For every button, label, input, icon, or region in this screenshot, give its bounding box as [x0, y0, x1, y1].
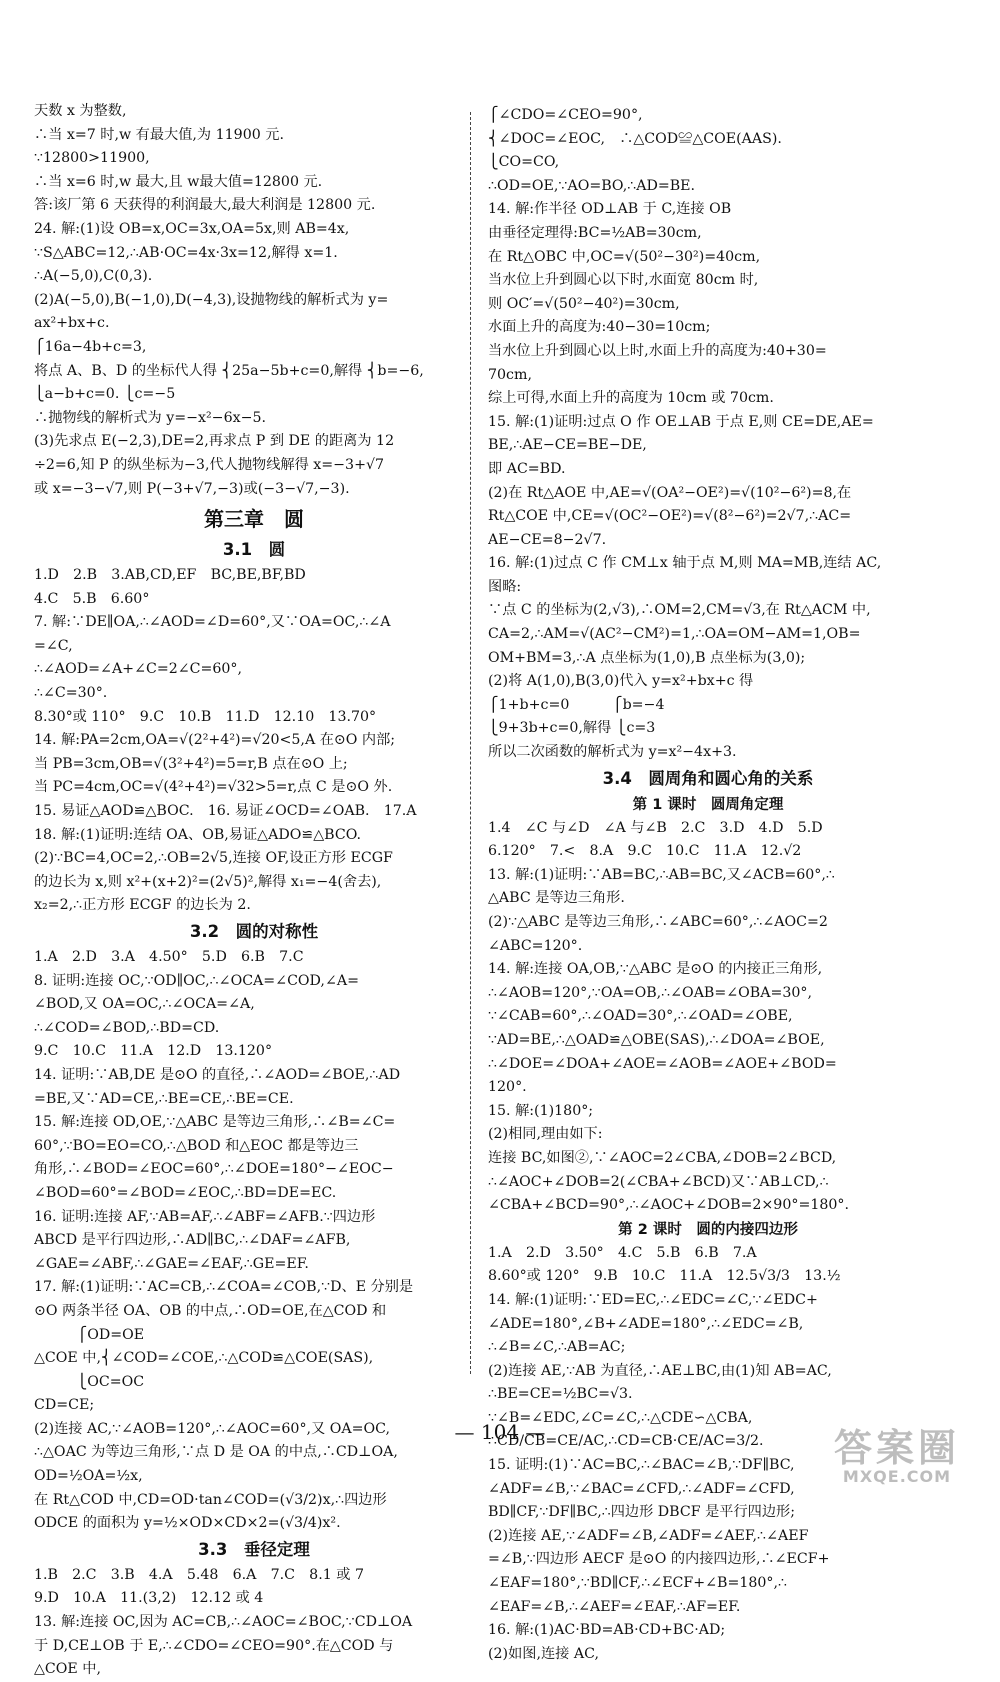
- answer-line: 当 PC=4cm,OC=√(4²+4²)=√32>5=r,点 C 是⊙O 外.: [34, 779, 393, 796]
- lesson-heading: 第 2 课时 圆的内接四边形: [618, 1221, 798, 1238]
- answer-line: 的边长为 x,则 x²+(x+2)²=(2√5)²,解得 x₁=−4(舍去),: [34, 873, 382, 890]
- answer-line: =BE,又∵AD=CE,∴BE=CE,∴BE=CE.: [34, 1090, 294, 1107]
- answer-line: 当水位上升到圆心以上时,水面上升的高度为:40+30=: [488, 342, 827, 359]
- answer-line: 即 AC=BD.: [488, 460, 566, 477]
- section-heading: 3.1 圆: [222, 540, 286, 560]
- answer-line: ⎧OD=OE: [34, 1326, 145, 1343]
- answer-line: ∴BE=CE=½BC=√3.: [488, 1386, 633, 1403]
- answer-line: 1.A 2.D 3.A 4.50° 5.D 6.B 7.C: [34, 949, 304, 965]
- answer-line: 9.C 10.C 11.A 12.D 13.120°: [34, 1043, 273, 1060]
- answer-line: 8.60°或 120° 9.B 10.C 11.A 12.5√3/3 13.½: [488, 1268, 841, 1285]
- answer-line: ∴∠AOC+∠DOB=2(∠CBA+∠BCD)又∵AB⊥CD,∴: [488, 1173, 829, 1190]
- answer-line: 当 PB=3cm,OB=√(3²+4²)=5=r,B 点在⊙O 上;: [34, 755, 348, 772]
- answer-line: ⊙O 两条半径 OA、OB 的中点,∴OD=OE,在△COD 和: [34, 1302, 387, 1319]
- answer-line: 将点 A、B、D 的坐标代人得 ⎨25a−5b+c=0,解得 ⎨b=−6,: [34, 362, 424, 379]
- answer-line: ∠GAE=∠ABF,∴∠GAE=∠EAF,∴GE=EF.: [34, 1255, 309, 1272]
- answer-line: 15. 证明:(1)∵AC=BC,∴∠BAC=∠B,∵DF∥BC,: [488, 1457, 795, 1474]
- answer-line: 角形,∴∠BOD=∠EOC=60°,∴∠DOE=180°−∠EOC−: [34, 1161, 394, 1178]
- answer-line: 天数 x 为整数,: [34, 103, 127, 119]
- answer-line: 4.C 5.B 6.60°: [34, 590, 150, 607]
- answer-line: ⎧16a−4b+c=3,: [34, 338, 147, 355]
- answer-line: Rt△COE 中,CE=√(OC²−OE²)=√(8²−6²)=2√7,∴AC=: [488, 508, 852, 525]
- answer-line: (2)如图,连接 AC,: [488, 1645, 599, 1662]
- answer-line: 连接 BC,如图②,∵∠AOC=2∠CBA,∠DOB=2∠BCD,: [488, 1149, 837, 1166]
- answer-line: 18. 解:(1)证明:连结 OA、OB,易证△ADO≌△BCO.: [34, 826, 361, 843]
- answer-line: 17. 解:(1)证明:∵AC=CB,∴∠COA=∠COB,∵D、E 分别是: [34, 1279, 414, 1296]
- answer-line: 16. 证明:连接 AF,∵AB=AF,∴∠ABF=∠AFB.∵四边形: [34, 1208, 376, 1225]
- answer-line: △COE 中,: [34, 1661, 101, 1678]
- answer-line: ∠BOD=60°=∠BOD=∠EOC,∴BD=DE=EC.: [34, 1184, 337, 1201]
- answer-line: ax²+bx+c.: [34, 315, 110, 332]
- answer-line: 15. 解:连接 OD,OE,∵△ABC 是等边三角形,∴∠B=∠C=: [34, 1114, 396, 1131]
- answer-line: ⎨∠DOC=∠EOC, ∴△COD≌△COE(AAS).: [488, 130, 782, 147]
- answer-line: 15. 解:(1)180°;: [488, 1102, 594, 1119]
- answer-line: (2)连接 AE,∵∠ADF=∠B,∠ADF=∠AEF,∴∠AEF: [488, 1527, 809, 1544]
- answer-line: ∴抛物线的解析式为 y=−x²−6x−5.: [34, 409, 267, 426]
- answer-line: ⎩CO=CO,: [488, 154, 560, 171]
- answer-line: ∴∠C=30°.: [34, 685, 108, 702]
- answer-line: ∵点 C 的坐标为(2,√3),∴OM=2,CM=√3,在 Rt△ACM 中,: [488, 602, 871, 619]
- answer-line: (2)A(−5,0),B(−1,0),D(−4,3),设抛物线的解析式为 y=: [34, 291, 389, 308]
- answer-line: 水面上升的高度为:40−30=10cm;: [488, 319, 711, 336]
- section-heading: 3.3 垂径定理: [198, 1539, 310, 1559]
- answer-line: 在 Rt△OBC 中,OC=√(50²−30²)=40cm,: [488, 248, 761, 265]
- answer-line: 或 x=−3−√7,则 P(−3+√7,−3)或(−3−√7,−3).: [34, 480, 350, 497]
- answer-line: 15. 易证△AOD≌△BOC. 16. 易证∠OCD=∠OAB. 17.A: [34, 803, 417, 820]
- answer-line: 6.120° 7.< 8.A 9.C 10.C 11.A 12.√2: [488, 843, 802, 860]
- answer-line: ABCD 是平行四边形,∴AD∥BC,∴∠DAF=∠AFB,: [34, 1232, 351, 1249]
- answer-line: 8. 证明:连接 OC,∵OD∥OC,∴∠OCA=∠COD,∠A=: [34, 972, 359, 989]
- answer-line: (3)先求点 E(−2,3),DE=2,再求点 P 到 DE 的距离为 12: [34, 433, 395, 450]
- answer-line: ∴∠AOD=∠A+∠C=2∠C=60°,: [34, 661, 243, 678]
- answer-line: OD=½OA=½x,: [34, 1468, 143, 1485]
- answer-line: ∴∠B=∠C,∴AB=AC;: [488, 1339, 626, 1356]
- answer-line: 16. 解:(1)AC·BD=AB·CD+BC·AD;: [488, 1622, 726, 1639]
- answer-line: ∵12800>11900,: [34, 150, 150, 167]
- answer-line: 所以二次函数的解析式为 y=x²−4x+3.: [488, 744, 737, 761]
- answer-line: 14. 解:连接 OA,OB,∵△ABC 是⊙O 的内接正三角形,: [488, 961, 823, 978]
- answer-line: ∴∠AOB=120°,∵OA=OB,∴∠OAB=∠OBA=30°,: [488, 984, 812, 1001]
- answer-line: BE,∴AE−CE=BE−DE,: [488, 437, 647, 454]
- answer-line: ∠EAF=180°,∵BD∥CF,∴∠ECF+∠B=180°,∴: [488, 1575, 788, 1592]
- answer-line: ∴当 x=6 时,w 最大,且 w最大值=12800 元.: [34, 173, 323, 190]
- answer-line: ∠EAF=∠B,∴∠AEF=∠EAF,∴AF=EF.: [488, 1598, 741, 1615]
- answer-line: =∠B,∵四边形 AECF 是⊙O 的内接四边形,∴∠ECF+: [488, 1551, 830, 1568]
- answer-line: ⎧∠CDO=∠CEO=90°,: [488, 107, 643, 123]
- answer-line: (2)连接 AC,∵∠AOB=120°,∴∠AOC=60°,又 OA=OC,: [34, 1420, 391, 1437]
- answer-line: 9.D 10.A 11.(3,2) 12.12 或 4: [34, 1590, 264, 1607]
- answer-line: ∴A(−5,0),C(0,3).: [34, 268, 153, 285]
- answer-line: (2)连接 AE,∵AB 为直径,∴AE⊥BC,由(1)知 AB=AC,: [488, 1362, 832, 1379]
- answer-line: (2)∵BC=4,OC=2,∴OB=2√5,连接 OF,设正方形 ECGF: [34, 850, 393, 867]
- answer-line: 16. 解:(1)过点 C 作 CM⊥x 轴于点 M,则 MA=MB,连结 AC,: [488, 555, 882, 572]
- answer-line: ⎩OC=OC: [34, 1373, 145, 1390]
- section-heading: 3.4 圆周角和圆心角的关系: [602, 768, 814, 788]
- answer-line: CD=CE;: [34, 1397, 95, 1414]
- lesson-heading: 第 1 课时 圆周角定理: [632, 796, 784, 813]
- answer-line: 1.D 2.B 3.AB,CD,EF BC,BE,BF,BD: [34, 567, 306, 584]
- page-number: — 104 —: [454, 1420, 546, 1444]
- answer-line: 则 OC′=√(50²−40²)=30cm,: [488, 295, 680, 312]
- answer-line: ∵S△ABC=12,∴AB·OC=4x·3x=12,解得 x=1.: [34, 244, 338, 261]
- answer-line: 在 Rt△COD 中,CD=OD·tan∠COD=(√3/2)x,∴四边形: [34, 1491, 387, 1508]
- answer-line: x₂=2,∴正方形 ECGF 的边长为 2.: [34, 897, 251, 914]
- answer-line: 图略:: [488, 578, 522, 595]
- answer-line: BD∥CF,∵DF∥BC,∴四边形 DBCF 是平行四边形;: [488, 1504, 795, 1521]
- answer-line: 1.4 ∠C 与∠D ∠A 与∠B 2.C 3.D 4.D 5.D: [488, 819, 823, 836]
- answer-line: ∠BOD,又 OA=OC,∴∠OCA=∠A,: [34, 996, 255, 1013]
- answer-line: 综上可得,水面上升的高度为 10cm 或 70cm.: [488, 390, 774, 407]
- answer-line: 1.B 2.C 3.B 4.A 5.48 6.A 7.C 8.1 或 7: [34, 1566, 364, 1583]
- answer-line: ÷2=6,知 P 的纵坐标为−3,代人抛物线解得 x=−3+√7: [34, 456, 385, 473]
- site-watermark: [822, 1428, 972, 1490]
- answer-line: 于 D,CE⊥OB 于 E,∴∠CDO=∠CEO=90°.在△COD 与: [34, 1637, 394, 1654]
- answer-line: ∵∠B=∠EDC,∠C=∠C,∴△CDE∽△CBA,: [488, 1409, 753, 1426]
- answer-line: 7. 解:∵DE∥OA,∴∠AOD=∠D=60°,又∵OA=OC,∴∠A: [34, 614, 391, 631]
- answer-line: 14. 解:作半径 OD⊥AB 于 C,连接 OB: [488, 201, 732, 218]
- answer-line: ∠ADE=180°,∠B+∠ADE=180°,∴∠EDC=∠B,: [488, 1315, 804, 1332]
- column-divider: [470, 112, 471, 1374]
- section-heading: 3.2 圆的对称性: [189, 922, 319, 941]
- answer-line: ∴当 x=7 时,w 有最大值,为 11900 元.: [34, 126, 284, 143]
- answer-line: (2)将 A(1,0),B(3,0)代入 y=x²+bx+c 得: [488, 673, 754, 690]
- answer-line: ∴CD/CB=CE/AC,∴CD=CB·CE/AC=3/2.: [488, 1433, 764, 1450]
- answer-line: 答:该厂第 6 天获得的利润最大,最大利润是 12800 元.: [34, 197, 376, 214]
- answer-line: ∵∠CAB=60°,∴∠OAD=30°,∴∠OAD=∠OBE,: [488, 1008, 793, 1025]
- answer-line: AE−CE=8−2√7.: [488, 531, 607, 548]
- answer-line: 120°.: [488, 1079, 527, 1096]
- answer-line: ⎩9+3b+c=0,解得 ⎩c=3: [488, 720, 656, 737]
- answer-line: ∴∠COD=∠BOD,∴BD=CD.: [34, 1019, 220, 1036]
- answer-line: ⎩a−b+c=0. ⎩c=−5: [34, 386, 176, 403]
- answer-line: ∠ABC=120°.: [488, 937, 583, 954]
- answer-line: 24. 解:(1)设 OB=x,OC=3x,OA=5x,则 AB=4x,: [34, 220, 350, 237]
- answer-line: ∵AD=BE,∴△OAD≌△OBE(SAS),∴∠DOA=∠BOE,: [488, 1031, 825, 1048]
- answer-line: 14. 解:PA=2cm,OA=√(2²+4²)=√20<5,A 在⊙O 内部;: [34, 732, 396, 749]
- watermark-url: MXQE.COM: [842, 1467, 952, 1486]
- answer-line: (2)在 Rt△AOE 中,AE=√(OA²−OE²)=√(10²−6²)=8,在: [488, 484, 852, 501]
- left-answer-column: [34, 100, 474, 1682]
- answer-line: OM+BM=3,∴A 点坐标为(1,0),B 点坐标为(3,0);: [488, 649, 806, 666]
- answer-line: 8.30°或 110° 9.C 10.B 11.D 12.10 13.70°: [34, 708, 377, 725]
- answer-line: 15. 解:(1)证明:过点 O 作 OE⊥AB 于点 E,则 CE=DE,AE=: [488, 413, 874, 430]
- answer-line: =∠C,: [34, 637, 73, 654]
- answer-line: 由垂径定理得:BC=½AB=30cm,: [488, 224, 702, 241]
- answer-line: (2)相同,理由如下:: [488, 1126, 603, 1143]
- answer-line: (2)∵△ABC 是等边三角形,∴∠ABC=60°,∴∠AOC=2: [488, 914, 828, 930]
- answer-line: ∠ADF=∠B,∵∠BAC=∠CFD,∴∠ADF=∠CFD,: [488, 1480, 795, 1497]
- answer-line: ∴OD=OE,∵AO=BO,∴AD=BE.: [488, 177, 696, 194]
- answer-line: 当水位上升到圆心以下时,水面宽 80cm 时,: [488, 272, 759, 289]
- chapter-heading: 第三章 圆: [204, 507, 304, 532]
- answer-line: 13. 解:(1)证明:∵AB=BC,∴AB=BC,又∠ACB=60°,∴: [488, 866, 835, 883]
- answer-line: 14. 证明:∵AB,DE 是⊙O 的直径,∴∠AOD=∠BOE,∴AD: [34, 1066, 401, 1083]
- answer-line: 13. 解:连接 OC,因为 AC=CB,∴∠AOC=∠BOC,∵CD⊥OA: [34, 1614, 413, 1631]
- answer-line: ∴∠DOE=∠DOA+∠AOE=∠AOB=∠AOE+∠BOD=: [488, 1055, 837, 1072]
- answer-line: 1.A 2.D 3.50° 4.C 5.B 6.B 7.A: [488, 1244, 757, 1261]
- answer-line: ∴△OAC 为等边三角形,∵点 D 是 OA 的中点,∴CD⊥OA,: [34, 1444, 398, 1461]
- answer-line: 70cm,: [488, 366, 532, 383]
- answer-line: ∠CBA+∠BCD=90°,∴∠AOC+∠DOB=2×90°=180°.: [488, 1197, 850, 1214]
- answer-line: CA=2,∴AM=√(AC²−CM²)=1,∴OA=OM−AM=1,OB=: [488, 626, 861, 643]
- answer-line: △COE 中,⎨∠COD=∠COE,∴△COD≌△COE(SAS),: [34, 1350, 374, 1367]
- answer-line: △ABC 是等边三角形.: [488, 890, 625, 907]
- answer-line: ⎧1+b+c=0 ⎧b=−4: [488, 696, 665, 713]
- answer-line: ODCE 的面积为 y=½×OD×CD×2=(√3/4)x².: [34, 1515, 341, 1532]
- answer-line: 60°,∵BO=EO=CO,∴△BOD 和△EOC 都是等边三: [34, 1137, 359, 1154]
- watermark-logo-text: 答案圈: [833, 1426, 960, 1470]
- answer-line: 14. 解:(1)证明:∵ED=EC,∴∠EDC=∠C,∵∠EDC+: [488, 1291, 818, 1308]
